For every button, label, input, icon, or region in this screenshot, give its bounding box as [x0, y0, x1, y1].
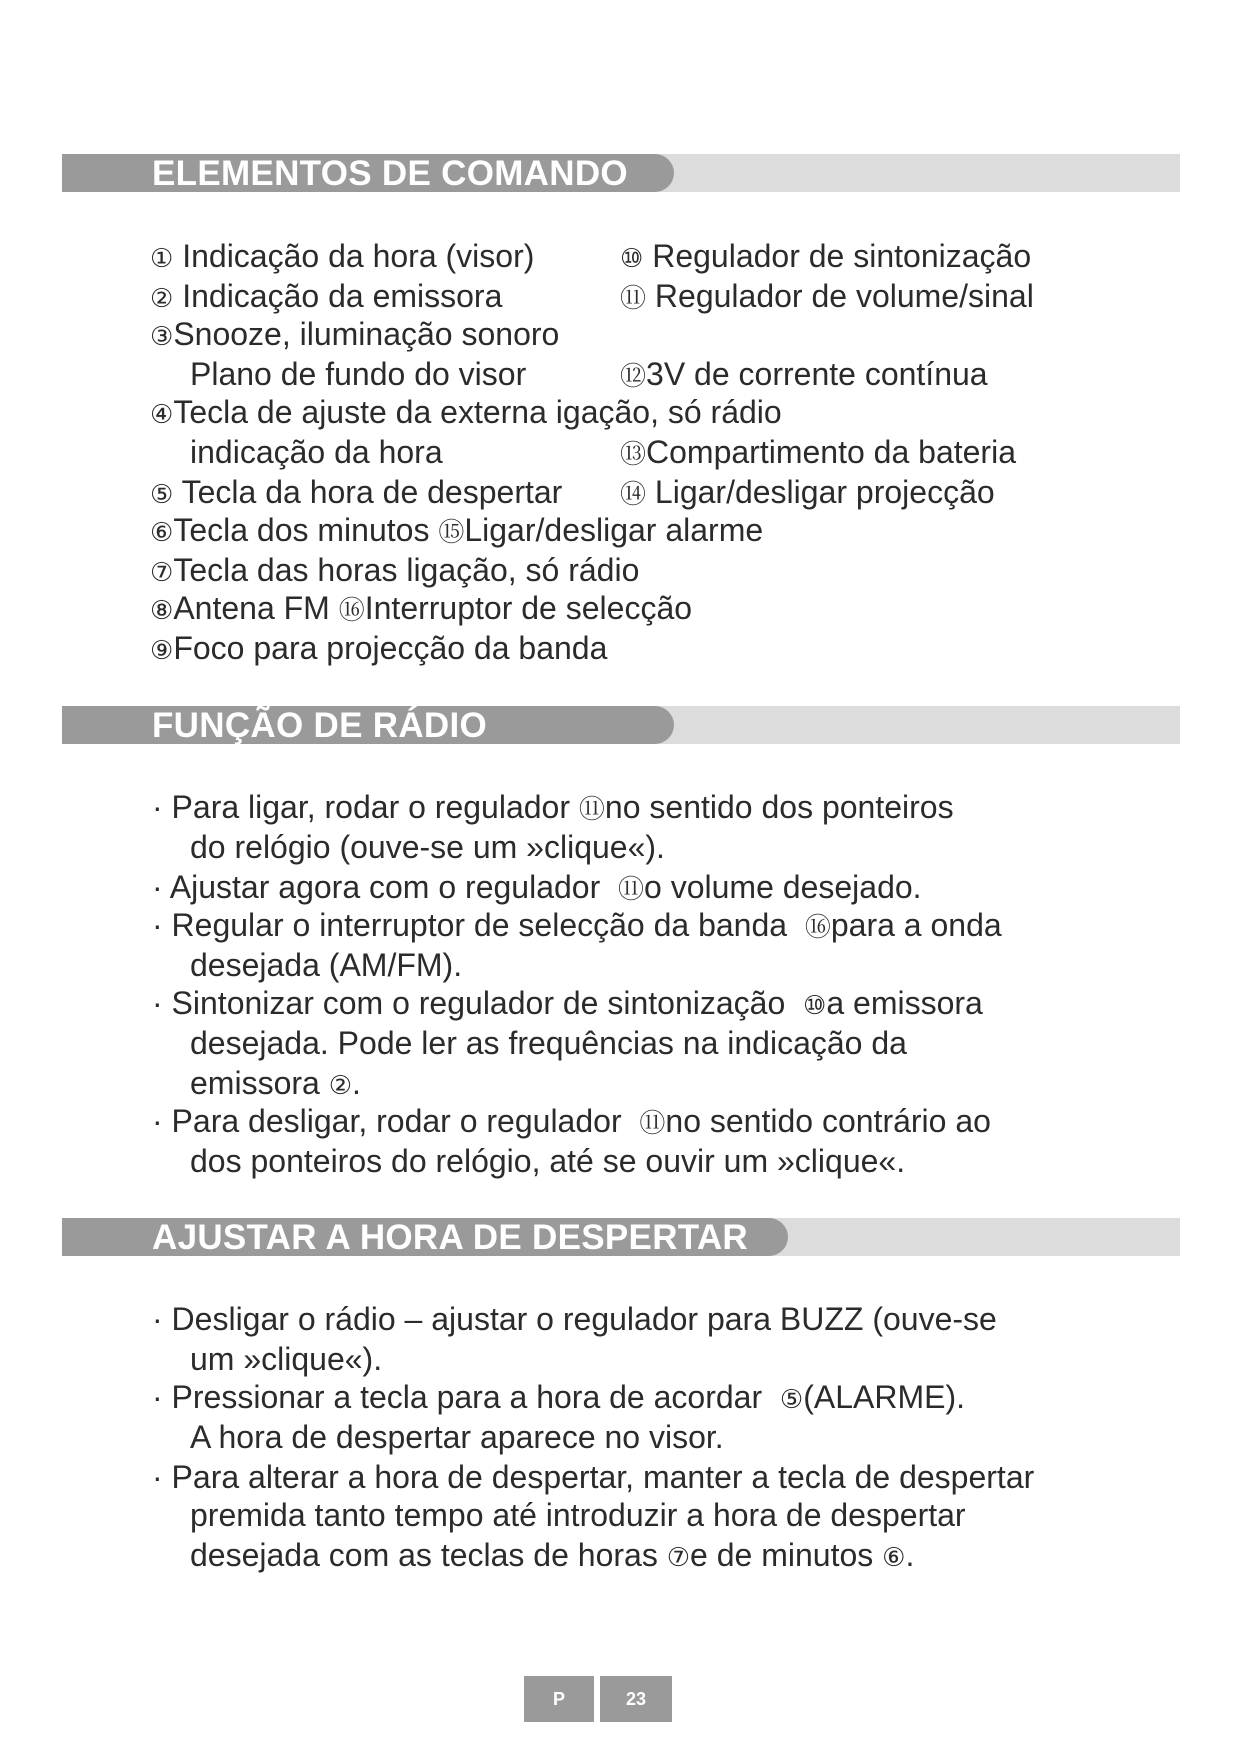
- control-item-14: [620, 473, 995, 514]
- section-title: FUNÇÃO DE RÁDIO: [152, 706, 488, 745]
- number-marker: ⑬: [620, 440, 647, 470]
- control-label: Ligar/desligar projecção: [654, 474, 995, 510]
- alarm-step-3-cont: [190, 1496, 966, 1534]
- number-marker: ⑤: [779, 1385, 804, 1415]
- control-label: indicação da hora: [190, 434, 443, 470]
- number-marker: ⑥: [882, 1543, 906, 1573]
- step-text: no sentido contrário ao: [665, 1103, 991, 1139]
- section-header-alarm: [62, 1218, 1180, 1256]
- number-marker: ⑤: [150, 480, 174, 510]
- number-marker: ⑯: [338, 596, 365, 626]
- control-label: Foco para projecção da banda: [173, 630, 608, 666]
- number-marker: ⑩: [803, 991, 827, 1021]
- control-label: Tecla da hora de despertar: [181, 474, 563, 510]
- number-marker: ②: [150, 284, 174, 314]
- control-item-10: [620, 237, 1031, 278]
- radio-step-3-cont: [190, 946, 462, 984]
- number-marker: ⑪: [639, 1109, 666, 1139]
- control-label: 3V de corrente contínua: [646, 356, 988, 392]
- control-item-13: [620, 433, 1016, 474]
- number-marker: ⑨: [150, 636, 174, 666]
- alarm-step-3: [152, 1458, 1034, 1496]
- step-text: · Pressionar a tecla para a hora de acordar: [152, 1379, 763, 1415]
- number-marker: ⑮: [438, 518, 465, 548]
- step-text: .: [352, 1065, 361, 1101]
- step-text: premida tanto tempo até introduzir a hora de despertar: [190, 1497, 966, 1533]
- section-title: ELEMENTOS DE COMANDO: [152, 154, 628, 193]
- step-text: e de minutos: [690, 1537, 874, 1573]
- number-marker: ⑪: [618, 875, 645, 905]
- alarm-step-1: [152, 1300, 997, 1338]
- control-label: Indicação da emissora: [182, 278, 503, 314]
- step-text: (ALARME).: [803, 1379, 965, 1415]
- control-item-2: [150, 277, 502, 318]
- number-marker: ⑩: [620, 244, 644, 274]
- number-marker: ⑪: [578, 795, 605, 825]
- alarm-step-1-cont: [190, 1340, 382, 1378]
- control-label: Regulador de volume/sinal: [654, 278, 1034, 314]
- number-marker: ⑫: [620, 362, 647, 392]
- number-marker: ⑥: [150, 518, 174, 548]
- step-text: um »clique«).: [190, 1341, 383, 1377]
- radio-step-4-cont: [190, 1024, 907, 1062]
- step-text: desejada com as teclas de horas: [190, 1537, 658, 1573]
- step-text: · Regular o interruptor de selecção da banda: [152, 907, 788, 943]
- section-title: AJUSTAR A HORA DE DESPERTAR: [152, 1218, 749, 1257]
- radio-step-1-cont: [190, 828, 665, 866]
- control-item-8: [150, 589, 692, 630]
- control-item-6: [150, 511, 763, 552]
- control-item-7: [150, 551, 639, 592]
- language-tag: P: [524, 1676, 594, 1722]
- step-text: · Para alterar a hora de despertar, manter a tecla de despertar: [152, 1459, 1035, 1495]
- step-text: no sentido dos ponteiros: [604, 789, 954, 825]
- control-label: Tecla dos minutos: [173, 512, 430, 548]
- step-text: emissora: [190, 1065, 320, 1101]
- step-text: do relógio (ouve-se um »clique«).: [190, 829, 665, 865]
- number-marker: ⑧: [150, 596, 174, 626]
- step-text: A hora de despertar aparece no visor.: [190, 1419, 724, 1455]
- control-label: Interruptor de selecção: [364, 590, 693, 626]
- number-marker: ④: [150, 400, 174, 430]
- radio-step-5: [152, 1102, 991, 1143]
- alarm-step-2-cont: [190, 1418, 724, 1456]
- number-marker: ②: [328, 1071, 353, 1101]
- section-header-radio: [62, 706, 1180, 744]
- control-label: Plano de fundo do visor: [190, 356, 527, 392]
- step-text: · Desligar o rádio – ajustar o regulador para BUZZ (ouve-se: [152, 1301, 997, 1337]
- step-text: dos ponteiros do relógio, até se ouvir um »clique«.: [190, 1143, 906, 1179]
- control-item-4: [150, 393, 782, 434]
- control-item-9: [150, 629, 607, 670]
- radio-step-3: [152, 906, 1002, 947]
- step-text: desejada (AM/FM).: [190, 947, 463, 983]
- section-header-controls: [62, 154, 1180, 192]
- step-text: · Para desligar, rodar o regulador: [152, 1103, 622, 1139]
- control-label: Indicação da hora (visor): [182, 238, 535, 274]
- step-text: .: [905, 1537, 915, 1573]
- step-text: · Sintonizar com o regulador de sintonização: [152, 985, 786, 1021]
- control-item-3-cont: [190, 355, 526, 393]
- number-marker: ⑦: [150, 558, 174, 588]
- control-label: Regulador de sintonização: [652, 238, 1032, 274]
- number-marker: ③: [150, 322, 174, 352]
- number-marker: ⑭: [620, 480, 647, 510]
- number-marker: ⑦: [666, 1543, 691, 1573]
- alarm-step-2: [152, 1378, 965, 1419]
- control-item-4-cont: [190, 433, 443, 471]
- step-text: · Ajustar agora com o regulador: [152, 869, 601, 905]
- control-label: Compartimento da bateria: [646, 434, 1016, 470]
- number-marker: ⑯: [804, 913, 831, 943]
- page-number: 23: [600, 1676, 672, 1722]
- number-marker: ①: [150, 244, 174, 274]
- control-label: Tecla das horas ligação, só rádio: [173, 552, 640, 588]
- step-text: o volume desejado.: [644, 869, 922, 905]
- control-label: Tecla de ajuste da externa igação, só rádio: [173, 394, 782, 430]
- step-text: a emissora: [826, 985, 983, 1021]
- control-label: Ligar/desligar alarme: [464, 512, 764, 548]
- radio-step-1: [152, 788, 954, 829]
- control-item-1: [150, 237, 534, 278]
- radio-step-4-cont2: [190, 1064, 361, 1105]
- control-label: Snooze, iluminação sonoro: [173, 316, 560, 352]
- alarm-step-3-cont2: [190, 1536, 914, 1577]
- radio-step-4: [152, 984, 983, 1025]
- control-item-12: [620, 355, 988, 396]
- radio-step-5-cont: [190, 1142, 905, 1180]
- step-text: desejada. Pode ler as frequências na indicação da: [190, 1025, 907, 1061]
- control-item-3: [150, 315, 559, 356]
- radio-step-2: [152, 868, 922, 909]
- number-marker: ⑪: [620, 284, 647, 314]
- step-text: para a onda: [830, 907, 1002, 943]
- control-item-11: [620, 277, 1034, 318]
- control-label: Antena FM: [173, 590, 330, 626]
- step-text: · Para ligar, rodar o regulador: [152, 789, 570, 825]
- control-item-5: [150, 473, 562, 514]
